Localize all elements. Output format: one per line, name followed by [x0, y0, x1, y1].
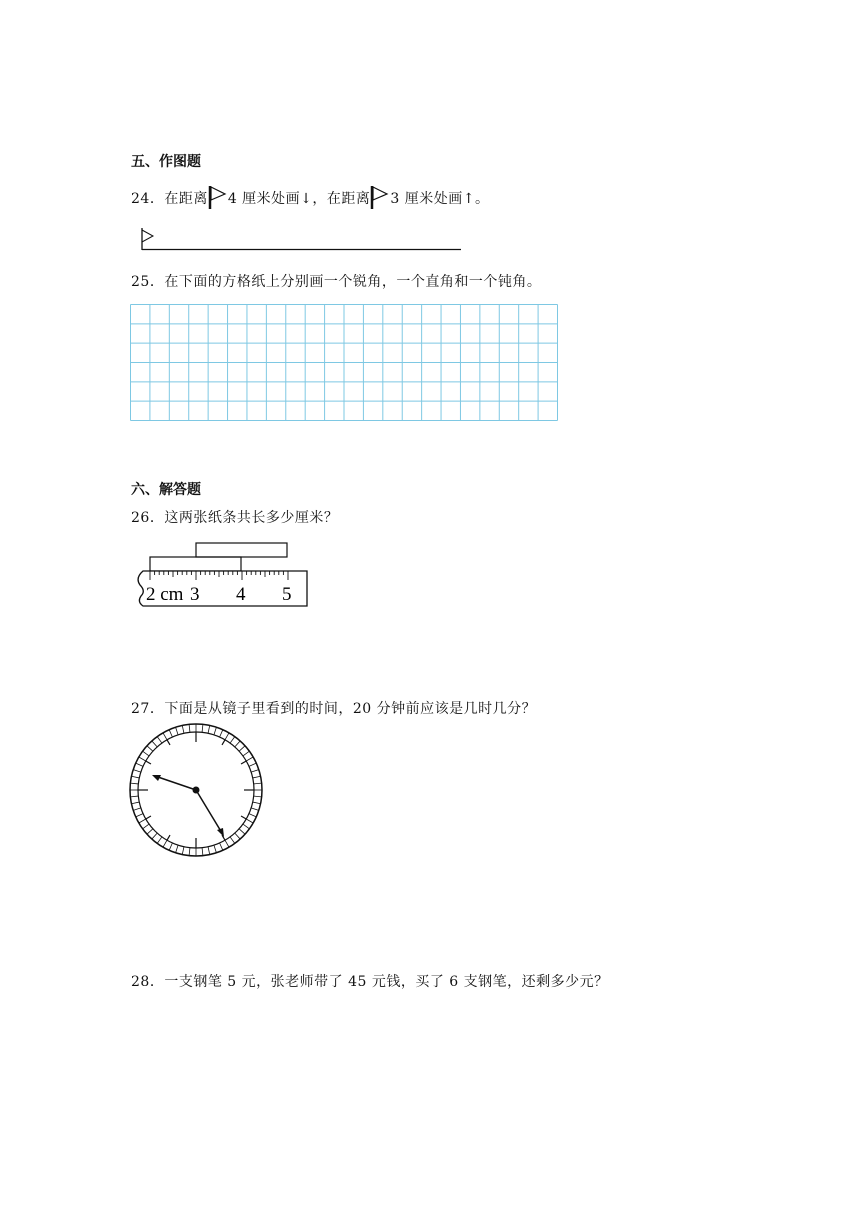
question-text: 在距离	[164, 191, 208, 207]
clock-minute-tick	[225, 840, 229, 847]
question-27	[131, 698, 536, 718]
question-number: 24．	[131, 191, 165, 207]
flag-icon	[208, 185, 228, 209]
clock-minute-tick	[251, 808, 259, 810]
clock-minute-tick	[189, 724, 190, 732]
clock-hour-tick	[167, 835, 170, 840]
clock-hour-tick	[241, 761, 246, 764]
clock-hour-tick	[167, 740, 170, 745]
clock-minute-tick	[249, 763, 256, 766]
question-text: 在下面的方格纸上分别画一个锐角，一个直角和一个钝角。	[164, 274, 542, 290]
question-number: 27．	[131, 701, 165, 717]
question-26	[131, 507, 338, 527]
clock-minute-tick	[139, 757, 146, 761]
clock-minute-tick	[147, 746, 153, 751]
minute-hand	[196, 790, 222, 833]
section-title: 五、作图题	[131, 154, 201, 170]
clock-minute-tick	[157, 837, 162, 843]
clock-minute-tick	[130, 796, 138, 797]
clock-minute-tick	[189, 848, 190, 856]
clock-minute-tick	[230, 837, 235, 843]
clock-minute-tick	[147, 829, 153, 834]
clock-minute-tick	[182, 725, 184, 733]
clock-face	[128, 722, 264, 858]
ruler-label: 2 cm	[146, 584, 184, 605]
clock-minute-tick	[136, 814, 143, 817]
clock-minute-tick	[202, 848, 203, 856]
clock-minute-tick	[202, 724, 203, 732]
clock-minute-tick	[243, 824, 249, 829]
clock-minute-tick	[253, 776, 261, 778]
hour-hand	[155, 776, 196, 790]
ruler-diagram	[135, 540, 310, 610]
clock-minute-tick	[253, 802, 261, 804]
clock-minute-tick	[246, 819, 253, 823]
question-text: 一支钢笔 5 元，张老师带了 45 元钱，买了 6 支钢笔，还剩多少元？	[164, 974, 609, 990]
clock-minute-tick	[220, 843, 223, 850]
clock-minute-tick	[136, 763, 143, 766]
question-number: 25．	[131, 274, 165, 290]
clock-minute-tick	[208, 725, 210, 733]
grid-paper[interactable]	[129, 303, 560, 422]
clock-minute-tick	[152, 833, 157, 839]
section-title: 六、解答题	[131, 482, 201, 498]
ruler-label: 3	[190, 584, 200, 605]
clock-minute-tick	[239, 829, 245, 834]
clock-minute-tick	[208, 847, 210, 855]
question-number: 26．	[131, 510, 165, 526]
question-text: 下面是从镜子里看到的时间，20 分钟前应该是几时几分？	[164, 701, 537, 717]
clock-minute-tick	[230, 737, 235, 743]
question-28	[131, 971, 609, 991]
clock-minute-tick	[235, 833, 240, 839]
clock-minute-tick	[176, 727, 178, 735]
clock-minute-tick	[243, 751, 249, 756]
clock-hour-tick	[146, 761, 151, 764]
clock-minute-tick	[214, 845, 216, 853]
clock-minute-tick	[254, 796, 262, 797]
question-text: 4 厘米处画↓，在距离	[227, 191, 371, 207]
clock-minute-tick	[251, 770, 259, 772]
clock-minute-tick	[220, 730, 223, 737]
clock-hour-tick	[146, 816, 151, 819]
clock-minute-tick	[254, 783, 262, 784]
clock-center	[193, 787, 200, 794]
clock-minute-tick	[143, 751, 149, 756]
paper-strip-1	[150, 557, 241, 571]
clock-minute-tick	[176, 845, 178, 853]
clock-minute-tick	[131, 776, 139, 778]
minute-hand-arrow	[217, 828, 224, 837]
question-text: 3 厘米处画↑。	[390, 191, 490, 207]
question-text: 这两张纸条共长多少厘米？	[164, 510, 339, 526]
clock-minute-tick	[235, 741, 240, 747]
clock-minute-tick	[131, 802, 139, 804]
clock-hour-tick	[222, 740, 225, 745]
paper-strip-2	[196, 543, 287, 557]
clock-minute-tick	[169, 730, 172, 737]
clock-minute-tick	[163, 840, 167, 847]
clock-minute-tick	[143, 824, 149, 829]
clock-minute-tick	[246, 757, 253, 761]
ruler-label: 5	[282, 584, 292, 605]
clock-minute-tick	[152, 741, 157, 747]
clock-minute-tick	[133, 808, 141, 810]
question-number: 28．	[131, 974, 165, 990]
flag-icon	[142, 230, 153, 242]
clock-minute-tick	[157, 737, 162, 743]
clock-minute-tick	[130, 783, 138, 784]
clock-minute-tick	[139, 819, 146, 823]
clock-hour-tick	[241, 816, 246, 819]
flag-icon	[370, 185, 390, 209]
question-24	[131, 185, 490, 209]
clock-minute-tick	[249, 814, 256, 817]
clock-minute-tick	[239, 746, 245, 751]
clock-minute-tick	[225, 733, 229, 740]
flag-line-diagram	[138, 226, 464, 254]
clock-minute-tick	[169, 843, 172, 850]
ruler-label: 4	[236, 584, 246, 605]
question-25	[131, 271, 541, 291]
clock-minute-tick	[214, 727, 216, 735]
clock-minute-tick	[182, 847, 184, 855]
clock-minute-tick	[163, 733, 167, 740]
clock-minute-tick	[133, 770, 141, 772]
